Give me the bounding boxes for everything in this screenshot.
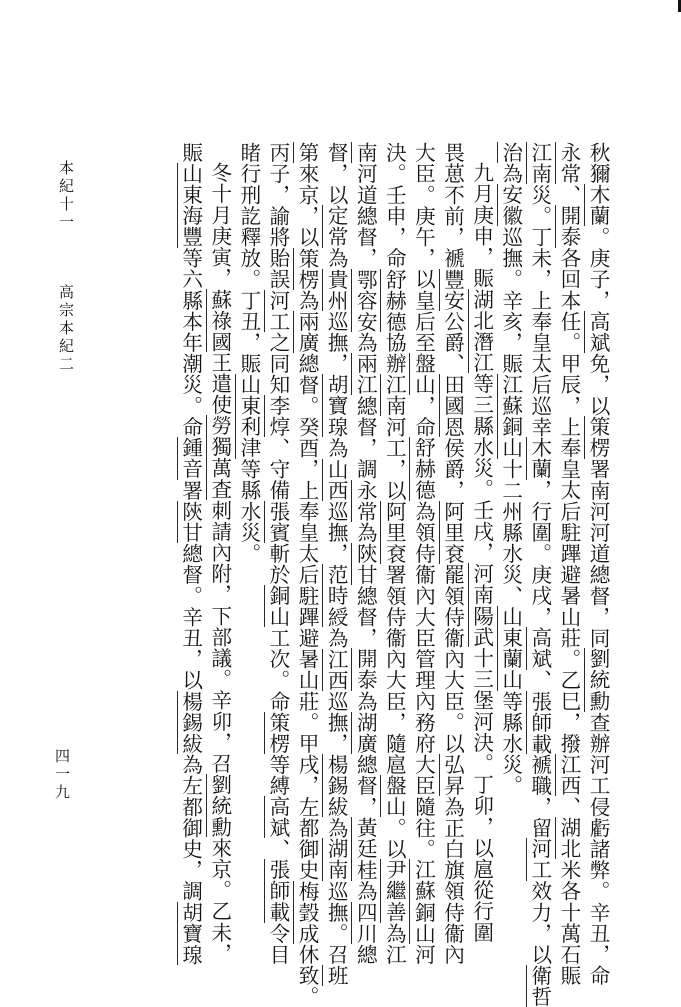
proper-name: 潛江 [469,330,494,374]
text-segment: 署 [178,479,203,501]
text-segment: 褫職，留 [527,753,552,839]
proper-name: 山西 [324,458,349,501]
text-segment: 總督， [353,753,378,818]
text-segment: 來京。乙未， [207,837,232,964]
text-segment: 工次。命 [265,627,290,712]
proper-name: 海豐 [178,205,203,248]
header-chapter: 高宗本紀二 [57,284,75,374]
text-segment: 為 [324,817,349,839]
text-column [525,142,554,1007]
text-segment: 來京，以 [295,163,320,248]
text-segment: 各回本任。甲辰，上奉皇太后駐蹕避暑山莊。乙巳，撥 [556,247,581,754]
text-segment: 為正白旗領侍衞內 [440,796,465,965]
proper-name: 梅瑴成 [295,880,320,944]
text-segment: 署領侍衞內大臣，隨扈 [382,564,407,776]
text-column [583,142,612,987]
text-column [554,142,583,987]
proper-name: 劉統勳 [586,648,610,712]
text-segment: 免，以 [586,353,610,417]
proper-name: 張賓 [265,500,290,543]
text-segment: 刺請內附，下部議。辛卯，召 [207,499,232,774]
proper-name: 策楞 [586,416,610,459]
text-segment: 巡撫。辛亥，賑 [498,226,523,375]
proper-name: 銅山 [411,901,436,944]
header-section: 本紀十一 [57,160,75,232]
text-segment: 、 [265,838,290,860]
text-segment: 署南河河道總督，同 [586,458,610,649]
proper-name: 班 [324,965,349,987]
text-segment: 為 [324,627,349,649]
proper-name: 鍾音 [178,437,203,480]
proper-name: 陝甘 [178,500,203,543]
text-segment: 為 [353,880,378,902]
proper-name: 江西 [556,753,581,797]
proper-name: 山東 [236,374,261,417]
proper-name: 定常 [324,205,349,248]
text-segment: 。庚子， [586,226,610,311]
text-column [350,142,379,966]
proper-name: 張師載 [527,690,552,754]
proper-name: 第 [295,142,320,164]
proper-name: 山東 [498,606,523,649]
text-segment: 為 [353,331,378,354]
proper-name: 開泰 [353,648,378,691]
text-segment: 賑 [178,142,203,164]
proper-name: 湖北 [556,817,581,860]
text-segment: 十三堡河決。丁卯，以扈從行圍 [469,647,494,943]
proper-name: 舒赫德 [382,268,407,332]
text-segment: 、 [556,184,581,206]
text-segment: 斬於 [265,542,290,586]
text-segment: 九月庚申，賑 [469,162,494,289]
proper-name: 楊錫紱 [178,690,203,754]
proper-name: 鄂容安 [353,268,378,332]
text-segment: 冬十月庚寅， [207,162,232,289]
text-segment: 令目 [265,922,290,965]
text-segment: ，行圍。庚戌， [527,479,552,628]
text-segment: 為左都御史，調 [178,753,203,902]
text-segment: 河道總督， [353,163,378,269]
proper-name: 四川 [353,901,378,944]
text-column [496,142,525,888]
text-segment: 為江 [382,922,407,965]
text-segment: 督，以 [324,142,349,206]
proper-name: 高斌 [527,627,552,670]
proper-name: 尹繼善 [382,859,407,923]
proper-name: 永常 [556,142,581,185]
proper-name: 江南 [382,374,407,417]
text-segment: 災。丁未，上奉皇太后巡幸 [527,184,552,438]
page-number: 四一九 [53,748,71,802]
proper-name: 南 [353,142,378,164]
text-segment: 睹行刑訖釋放。丁丑，賑 [236,142,261,375]
text-segment: 大臣。庚午，以皇后至 [411,142,436,353]
text-segment: 等縣水災。 [498,690,523,797]
proper-name: 貴州 [324,268,349,311]
text-column [467,142,496,943]
text-segment: 秋獮 [586,142,610,185]
text-segment: 總督， [353,585,378,649]
proper-name: 湖北 [469,288,494,331]
proper-name: 勞獨萬査 [207,415,232,500]
text-segment: 協辦 [382,331,407,375]
proper-name: 田國恩 [440,374,465,438]
text-segment: ，命 [411,395,436,438]
proper-name: 高斌 [265,796,290,839]
text-segment: 巡撫， [324,500,349,565]
text-segment: 畏葸不前，褫 [440,142,465,269]
text-segment: 總督。癸酉，上奉皇太后駐蹕避暑山莊。甲戌，左都御史 [295,353,320,881]
proper-name: 豐安 [440,268,465,311]
proper-name: 利津 [236,416,261,459]
proper-name: 李焞 [265,395,290,438]
proper-name: 策楞 [265,711,290,754]
text-segment: 、守備 [265,437,290,501]
proper-name: 河南陽武 [469,562,494,648]
proper-name: 江蘇 [411,859,436,902]
proper-name: 江西 [324,648,349,691]
proper-name: 湖廣 [353,711,378,754]
proper-name: 盤山 [411,353,436,396]
text-segment: 休致。 [295,943,320,1007]
text-column [408,142,437,965]
text-segment: 等縛 [265,753,290,797]
proper-name: 蘇祿國 [207,288,232,352]
proper-name: 弘昇 [440,753,465,797]
text-segment: 之同知 [265,331,290,396]
text-segment: 。以 [382,817,407,860]
text-segment: 為 [353,690,378,712]
proper-name: 河工 [527,838,552,881]
proper-name: 范時綬 [324,564,349,628]
text-column [292,142,321,1007]
proper-name: 劉統勳 [207,773,232,838]
proper-name: 舒赫德 [411,437,436,501]
text-segment: 為 [295,289,320,311]
text-column [176,142,205,965]
proper-name: 木蘭 [586,184,610,227]
text-segment: 罷領侍衞內大臣。以 [440,564,465,754]
text-segment: 為 [324,247,349,269]
text-segment: 巡撫， [324,310,349,375]
text-segment: 巡撫， [324,690,349,755]
text-column [205,142,234,964]
proper-name: 陝甘 [353,542,378,586]
proper-name: 阿里袞 [382,500,407,565]
text-segment: 公爵、 [440,310,465,375]
proper-name: 高斌 [586,310,610,354]
proper-name: 安徽 [498,184,523,227]
text-segment: 等三縣水災。壬戌， [469,373,494,563]
text-segment: 查辦河工侵虧諸弊。辛丑，命 [586,711,610,987]
text-column [437,142,466,965]
proper-name: 河工 [265,289,290,332]
proper-name: 胡寶瑔 [324,374,349,438]
text-segment: 為 [353,521,378,543]
proper-name: 楊錫紱 [324,754,349,818]
proper-name: 山東 [178,163,203,206]
proper-name: 黃廷桂 [353,817,378,881]
text-column [263,142,292,965]
text-segment: 效力，以 [527,880,552,965]
proper-name: 江南 [527,142,552,185]
text-segment: 為 [324,437,349,459]
main-text [92,142,612,1007]
text-segment: 等縣水災。 [236,458,261,565]
text-segment: 總督。辛丑，以 [178,542,203,691]
proper-name: 銅山 [265,585,290,628]
proper-name: 木蘭 [527,437,552,480]
proper-name: 蘭山 [498,648,523,691]
text-segment: 為 [498,163,523,185]
text-segment: 王遣使 [207,351,232,416]
text-segment: 河 [411,943,436,965]
text-segment: 、 [527,669,552,691]
proper-name: 永常 [353,479,378,522]
proper-name: 治 [498,142,523,164]
text-column [379,142,408,965]
proper-name: 衛哲 [527,964,552,1007]
text-segment: 十二州縣水災、 [498,458,523,607]
text-segment: 丙子，諭將貽誤 [265,142,290,290]
text-segment: 決。壬申，命 [382,142,407,269]
proper-name: 銅山 [498,416,523,459]
proper-name: 兩廣 [295,310,320,354]
proper-name: 張師載 [265,859,290,923]
proper-name: 阿里袞 [440,500,465,565]
proper-name: 策楞 [295,247,320,290]
proper-name: 胡寶瑔 [178,901,203,965]
text-segment: 巡撫。召 [324,880,349,966]
text-segment: 總督，調 [353,395,378,480]
text-segment: 河工，以 [382,416,407,501]
text-segment: 等六縣本年潮災。命 [178,247,203,438]
text-segment: 米各十萬石賑 [556,859,581,987]
proper-name: 開泰 [556,205,581,248]
text-column [321,142,350,987]
text-segment: 為領侍衞內大臣管理內務府大臣隨往。 [411,500,436,860]
proper-name: 兩江 [353,353,378,396]
proper-name: 湖南 [324,838,349,881]
running-header [55,160,77,374]
proper-name: 盤山 [382,775,407,818]
text-segment: 總 [353,943,378,966]
text-column [234,142,263,888]
text-segment: 侯爵， [440,437,465,501]
proper-name: 江蘇 [498,374,523,417]
text-segment: 、 [556,796,581,818]
